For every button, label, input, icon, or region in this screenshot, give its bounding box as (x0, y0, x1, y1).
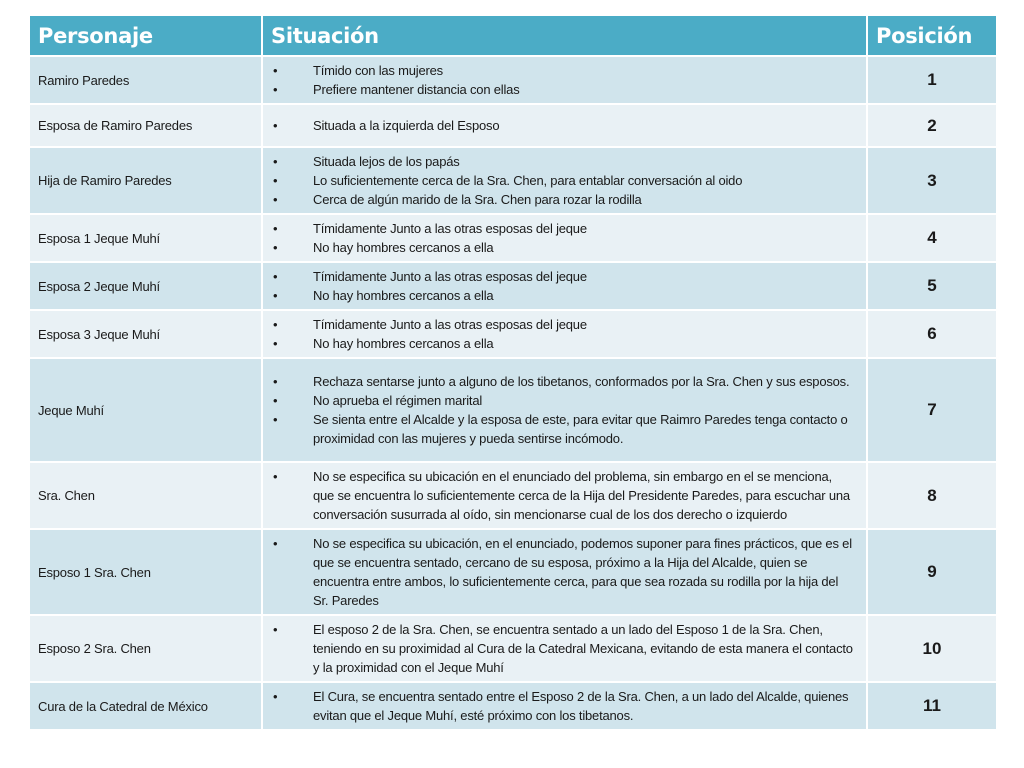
situacion-cell (262, 615, 867, 682)
posicion-cell: 8 (867, 462, 997, 529)
personaje-cell: Esposo 2 Sra. Chen (29, 615, 262, 682)
posicion-cell: 4 (867, 214, 997, 262)
situacion-cell (262, 358, 867, 462)
situacion-cell (262, 104, 867, 147)
situacion-item: • No hay hombres cercanos a ella (269, 334, 854, 353)
table-row (29, 682, 997, 730)
personaje-cell: Esposa 2 Jeque Muhí (29, 262, 262, 310)
situacion-item: • Situada lejos de los papás (269, 152, 854, 171)
posicion-cell: 5 (867, 262, 997, 310)
situacion-list (269, 467, 854, 524)
situacion-item: • Lo suficientemente cerca de la Sra. Chen, para entablar conversación al oido (269, 171, 854, 190)
header-personaje: Personaje (29, 15, 262, 56)
table-body (29, 56, 997, 730)
table-row (29, 615, 997, 682)
personaje-cell: Cura de la Catedral de México (29, 682, 262, 730)
situacion-cell (262, 462, 867, 529)
header-situacion: Situación (262, 15, 867, 56)
situacion-list (269, 61, 854, 99)
seating-table (28, 14, 998, 731)
situacion-item: • No se especifica su ubicación en el enunciado del problema, sin embargo en el se menciona, que se encuentra lo suficientemente cerca de la Hija del Presidente Paredes, para escuchar una conversación susurrada al oído, sin mencionarse cual de los dos derecho o izquierdo (269, 467, 854, 524)
situacion-item: • No se especifica su ubicación, en el enunciado, podemos suponer para fines prácticos, que es el que se encuentra sentado, cercano de su esposa, próximo a la Hija del Alcalde, quien se encuentra entre ambos, lo suficientemente cerca, para que sea rozada su rodilla por la hija del Sr. Paredes (269, 534, 854, 610)
table-row (29, 214, 997, 262)
personaje-cell: Sra. Chen (29, 462, 262, 529)
posicion-cell: 1 (867, 56, 997, 104)
personaje-cell: Ramiro Paredes (29, 56, 262, 104)
situacion-cell (262, 147, 867, 214)
personaje-cell: Esposo 1 Sra. Chen (29, 529, 262, 615)
table-row (29, 147, 997, 214)
posicion-cell: 2 (867, 104, 997, 147)
situacion-item: • Cerca de algún marido de la Sra. Chen para rozar la rodilla (269, 190, 854, 209)
situacion-cell (262, 214, 867, 262)
table-row (29, 462, 997, 529)
table-row (29, 529, 997, 615)
table-row (29, 56, 997, 104)
header-posicion: Posición (867, 15, 997, 56)
situacion-item: • El esposo 2 de la Sra. Chen, se encuentra sentado a un lado del Esposo 1 de la Sra. Chen, teniendo en su proximidad al Cura de la Catedral Mexicana, evitando de esta manera el contacto y la proximidad con el Jeque Muhí (269, 620, 854, 677)
personaje-cell: Jeque Muhí (29, 358, 262, 462)
situacion-list (269, 315, 854, 353)
situacion-item: • El Cura, se encuentra sentado entre el Esposo 2 de la Sra. Chen, a un lado del Alcalde, quienes evitan que el Jeque Muhí, esté próximo con los tibetanos. (269, 687, 854, 725)
situacion-item: • Tímidamente Junto a las otras esposas del jeque (269, 315, 854, 334)
posicion-cell: 11 (867, 682, 997, 730)
personaje-cell: Esposa 3 Jeque Muhí (29, 310, 262, 358)
posicion-cell: 10 (867, 615, 997, 682)
situacion-item: • No hay hombres cercanos a ella (269, 286, 854, 305)
situacion-list (269, 620, 854, 677)
situacion-list (269, 152, 854, 209)
situacion-item: • Prefiere mantener distancia con ellas (269, 80, 854, 99)
situacion-item: • Tímido con las mujeres (269, 61, 854, 80)
situacion-list (269, 534, 854, 610)
situacion-cell (262, 310, 867, 358)
situacion-cell (262, 529, 867, 615)
situacion-cell (262, 682, 867, 730)
posicion-cell: 3 (867, 147, 997, 214)
situacion-cell (262, 56, 867, 104)
personaje-cell: Hija de Ramiro Paredes (29, 147, 262, 214)
situacion-list (269, 116, 854, 135)
seating-table-container (28, 14, 996, 731)
situacion-item: • No aprueba el régimen marital (269, 391, 854, 410)
situacion-item: • No hay hombres cercanos a ella (269, 238, 854, 257)
header-row (29, 15, 997, 56)
table-row (29, 104, 997, 147)
situacion-item: • Rechaza sentarse junto a alguno de los tibetanos, conformados por la Sra. Chen y sus esposos. (269, 372, 854, 391)
situacion-item: • Se sienta entre el Alcalde y la esposa de este, para evitar que Raimro Paredes tenga contacto o proximidad con las mujeres y pueda sentirse incómodo. (269, 410, 854, 448)
table-row (29, 358, 997, 462)
personaje-cell: Esposa de Ramiro Paredes (29, 104, 262, 147)
situacion-list (269, 267, 854, 305)
situacion-item: • Tímidamente Junto a las otras esposas del jeque (269, 267, 854, 286)
table-row (29, 262, 997, 310)
situacion-item: • Tímidamente Junto a las otras esposas del jeque (269, 219, 854, 238)
personaje-cell: Esposa 1 Jeque Muhí (29, 214, 262, 262)
posicion-cell: 7 (867, 358, 997, 462)
table-header (29, 15, 997, 56)
posicion-cell: 6 (867, 310, 997, 358)
situacion-list (269, 219, 854, 257)
situacion-cell (262, 262, 867, 310)
situacion-list (269, 372, 854, 448)
posicion-cell: 9 (867, 529, 997, 615)
table-row (29, 310, 997, 358)
situacion-item: • Situada a la izquierda del Esposo (269, 116, 854, 135)
situacion-list (269, 687, 854, 725)
